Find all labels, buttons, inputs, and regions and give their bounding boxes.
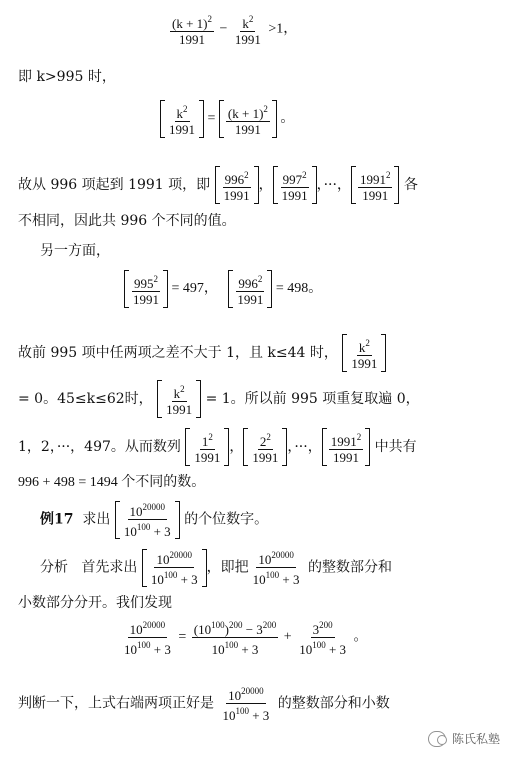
decomposition-equation: $\frac{10^{20000}}{10^{100} + 3}$ = $\frac{(10^{100})^{200} - 3^{200}}{10^{100} + 3}$ + $\frac{3^{200}}{10^{100} + 3}$ 。: [124, 620, 368, 657]
inequality-line: $\frac{(k + 1)^2}{1991}$ − $\frac{k^2}{1991}$ >1，: [172, 14, 298, 47]
analysis-line: 分析 首先求出 $\frac{10^{20000}}{10^{100} + 3}$ ，即把 $\frac{10^{20000}}{10^{100} + 3}$ 的整数部分和: [40, 550, 392, 587]
text-line: 另一方面，: [40, 243, 110, 259]
text-line: = 0。45≤k≤62时， $\frac{k^2}{1991}$ = 1。所以前 995 项重复取遍 0，: [18, 380, 420, 418]
text-line: 判断一下，上式右端两项正好是 $\frac{10^{20000}}{10^{100} + 3}$ 的整数部分和小数: [18, 686, 390, 723]
text-line: 小数部分分开。我们发现: [18, 595, 172, 611]
watermark: [428, 730, 500, 747]
text-line: 1，2，···，497。从而数列 $\frac{1^2}{1991}$ ， $\frac{2^2}{1991}$ ，···， $\frac{1991^2}{1991}$ 中共有: [18, 428, 417, 466]
example-17: 例17 求出 $\frac{10^{20000}}{10^{100} + 3}$ 的个位数字。: [40, 502, 269, 539]
floor-equation: $\frac{995^2}{1991}$ = 497， $\frac{996^2}{1991}$ = 498。: [124, 270, 322, 308]
text-line: 故前 995 项中任两项之差不大于 1，且 k≤44 时， $\frac{k^2}{1991}$: [18, 334, 386, 372]
floor-equation: $\frac{k^2}{1991}$ = $\frac{(k + 1)^2}{1991}$ 。: [160, 100, 294, 138]
fraction: $\frac{k^2}{1991}$: [234, 14, 261, 47]
analysis-label: 分析: [40, 559, 68, 576]
wechat-icon: [428, 731, 446, 747]
text-line: 即 k>995 时，: [18, 69, 116, 85]
watermark-text: 陈氏私塾: [451, 732, 500, 746]
example-label: 例17: [40, 511, 74, 528]
text-line: 故从 996 项起到 1991 项，即 $\frac{996^2}{1991}$ ， $\frac{997^2}{1991}$ ，···， $\frac{1991^2}{1991}$ 各: [18, 166, 418, 204]
text-line: 996 + 498 = 1494 个不同的数。: [18, 475, 206, 490]
fraction: $\frac{(k + 1)^2}{1991}$: [172, 14, 212, 47]
text-line: 不相同，因此共 996 个不同的值。: [18, 213, 236, 229]
